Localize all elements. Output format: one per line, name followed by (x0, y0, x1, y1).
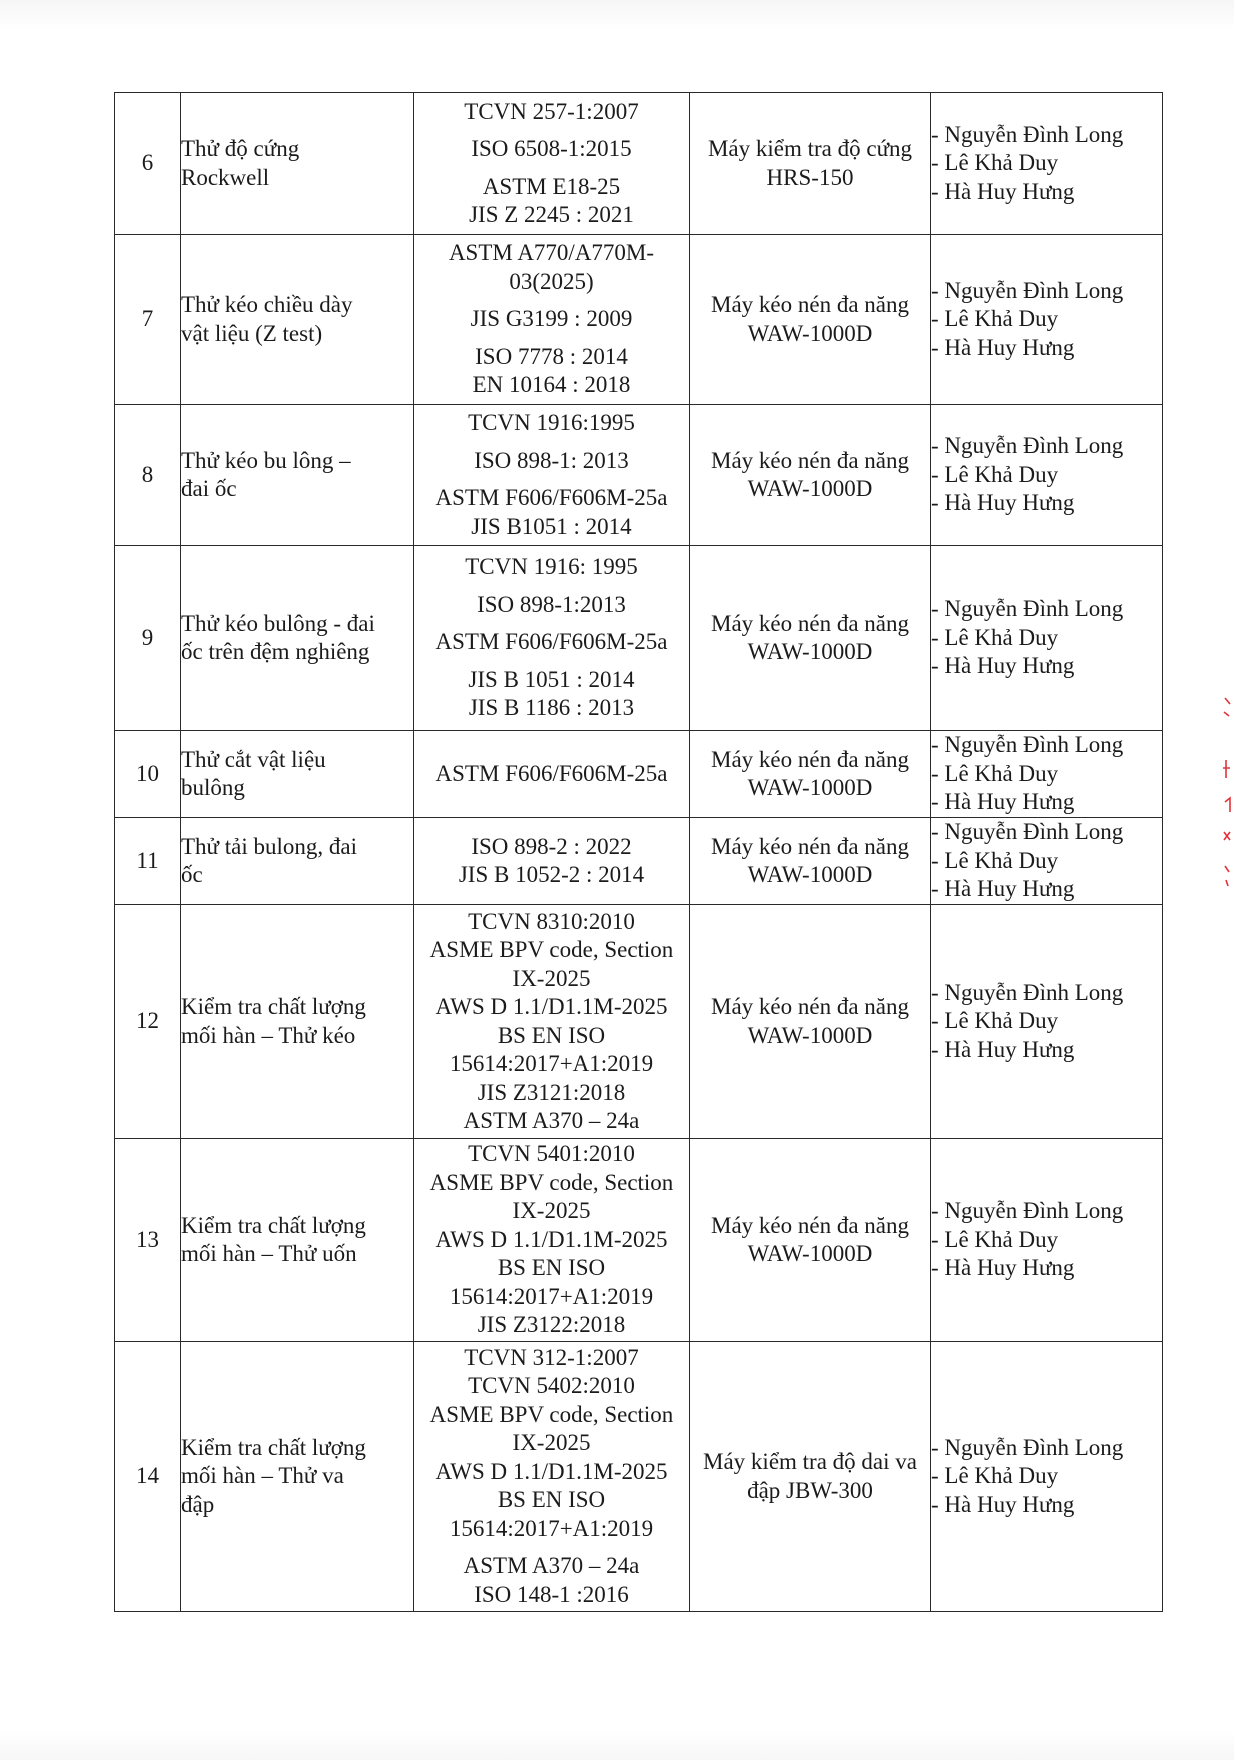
standard-line: ASTM F606/F606M-25a (435, 485, 668, 510)
standard-line: ASTM A370 – 24a (463, 1108, 640, 1133)
standards-cell (414, 1342, 690, 1612)
table-row (115, 546, 1163, 731)
standard-line: TCVN 257-1:2007 (464, 98, 639, 124)
personnel-line: - Hà Huy Hưng (931, 334, 1075, 360)
test-name-line: Thử kéo chiều dày (181, 292, 353, 317)
equipment-line: WAW-1000D (747, 1241, 873, 1266)
personnel-line: - Lê Khả Duy (931, 461, 1059, 487)
standard-line: ISO 898-2 : 2022 (471, 833, 632, 859)
standard-line: ASTM F606/F606M-25a (435, 629, 668, 655)
table-row (115, 1139, 1163, 1342)
standard-line: IX-2025 (512, 1198, 591, 1224)
equipment-line: WAW-1000D (747, 775, 873, 800)
table-row (115, 818, 1163, 905)
personnel-line: - Nguyễn Đình Long (931, 819, 1124, 845)
table-row (115, 905, 1163, 1139)
standard-line: JIS B1051 : 2014 (471, 513, 632, 539)
personnel-line: - Nguyễn Đình Long (931, 433, 1124, 459)
personnel-line: - Nguyễn Đình Long (931, 277, 1124, 303)
test-name (181, 93, 414, 235)
personnel-line: - Hà Huy Hưng (931, 653, 1075, 679)
standards-cell (414, 905, 690, 1139)
personnel-line: - Nguyễn Đình Long (931, 596, 1124, 622)
test-name-line: Thử độ cứng (181, 136, 300, 161)
standard-line: AWS D 1.1/D1.1M-2025 (435, 994, 668, 1019)
standard-line: ISO 898-1: 2013 (474, 447, 629, 473)
test-name-line: ốc trên đệm nghiêng (181, 639, 370, 664)
equipment-cell (690, 1139, 931, 1342)
personnel-line: - Lê Khả Duy (931, 306, 1059, 332)
test-name-line: mối hàn – Thử kéo (181, 1022, 356, 1048)
equipment-cell (690, 546, 931, 731)
table-row (115, 405, 1163, 546)
standards-cell (414, 818, 690, 905)
standard-line: ASME BPV code, Section (429, 1169, 674, 1195)
standard-line: JIS B 1052-2 : 2014 (458, 862, 645, 887)
row-number: 14 (115, 1342, 181, 1612)
personnel-cell (931, 905, 1163, 1139)
standard-line: 15614:2017+A1:2019 (449, 1283, 654, 1309)
standards-cell (414, 731, 690, 818)
personnel-line: - Nguyễn Đình Long (931, 1434, 1124, 1460)
table-row (115, 1342, 1163, 1612)
test-name-line: Rockwell (181, 164, 270, 190)
standard-line: JIS Z 2245 : 2021 (469, 202, 634, 227)
personnel-cell (931, 818, 1163, 905)
test-name-line: Thử cắt vật liệu (181, 746, 326, 772)
standard-line: TCVN 1916:1995 (468, 410, 635, 435)
personnel-line: - Lê Khả Duy (931, 1008, 1059, 1034)
test-name (181, 1139, 414, 1342)
row-number: 11 (115, 818, 181, 905)
standard-line: ASME BPV code, Section (429, 1401, 674, 1427)
equipment-line: Máy kéo nén đa năng (711, 746, 909, 772)
personnel-line: - Hà Huy Hưng (931, 178, 1075, 204)
test-name-line: Kiểm tra chất lượng (181, 1212, 366, 1238)
personnel-cell (931, 731, 1163, 818)
standards-cell (414, 235, 690, 405)
equipment-cell (690, 905, 931, 1139)
standard-line: AWS D 1.1/D1.1M-2025 (435, 1458, 668, 1484)
test-name-line: ốc (181, 862, 203, 887)
test-name-line: vật liệu (Z test) (181, 320, 323, 346)
standard-line: BS EN ISO (497, 1255, 606, 1281)
standards-cell (414, 405, 690, 546)
standard-line: TCVN 312-1:2007 (464, 1344, 639, 1370)
test-name-line: Thử kéo bu lông – (181, 447, 351, 473)
standard-line: ISO 7778 : 2014 (475, 343, 628, 369)
standard-line: TCVN 5401:2010 (468, 1141, 635, 1167)
test-name-line: Kiểm tra chất lượng (181, 994, 366, 1019)
test-name (181, 818, 414, 905)
row-number: 7 (115, 235, 181, 405)
equipment-line: WAW-1000D (747, 476, 873, 501)
red-stamp-edge-graphic (1222, 690, 1232, 910)
personnel-line: - Hà Huy Hưng (931, 490, 1075, 516)
test-methods-table (114, 92, 1163, 1612)
personnel-cell (931, 1342, 1163, 1612)
standard-line: JIS B 1186 : 2013 (468, 695, 635, 721)
personnel-line: - Nguyễn Đình Long (931, 732, 1124, 758)
personnel-line: - Hà Huy Hưng (931, 876, 1075, 902)
equipment-cell (690, 818, 931, 905)
standard-line: ISO 898-1:2013 (477, 591, 626, 617)
equipment-line: Máy kéo nén đa năng (711, 994, 909, 1019)
standard-line: JIS B 1051 : 2014 (468, 666, 635, 692)
standard-line: JIS Z3121:2018 (477, 1079, 626, 1105)
equipment-line: HRS-150 (766, 164, 854, 190)
test-name (181, 546, 414, 731)
equipment-cell (690, 235, 931, 405)
standard-line: IX-2025 (512, 1430, 591, 1456)
equipment-cell (690, 405, 931, 546)
equipment-cell (690, 93, 931, 235)
test-name-line: Thử kéo bulông - đai (181, 610, 375, 636)
standard-line: ASTM F606/F606M-25a (435, 760, 668, 786)
standard-line: ASTM A370 – 24a (463, 1553, 640, 1579)
standard-line: TCVN 8310:2010 (468, 908, 635, 934)
standard-line: ASTM E18-25 (482, 173, 621, 199)
test-name (181, 905, 414, 1139)
standard-line: 15614:2017+A1:2019 (449, 1515, 654, 1541)
row-number: 9 (115, 546, 181, 731)
equipment-line: WAW-1000D (747, 862, 873, 887)
personnel-line: - Nguyễn Đình Long (931, 121, 1124, 147)
personnel-line: - Lê Khả Duy (931, 760, 1059, 786)
table-row (115, 93, 1163, 235)
standard-line: ISO 148-1 :2016 (474, 1581, 629, 1607)
standard-line: TCVN 1916: 1995 (465, 554, 638, 580)
test-name (181, 405, 414, 546)
equipment-line: Máy kéo nén đa năng (711, 447, 909, 473)
personnel-line: - Lê Khả Duy (931, 150, 1059, 176)
test-name-line: mối hàn – Thử va (181, 1463, 344, 1489)
equipment-line: Máy kéo nén đa năng (711, 292, 909, 317)
equipment-line: đập JBW-300 (747, 1477, 873, 1503)
personnel-cell (931, 405, 1163, 546)
test-name-line: đai ốc (181, 476, 237, 501)
test-name-line: Thử tải bulong, đai (181, 833, 357, 859)
standards-cell (414, 546, 690, 731)
personnel-line: - Nguyễn Đình Long (931, 1198, 1124, 1224)
row-number: 6 (115, 93, 181, 235)
standards-cell (414, 1139, 690, 1342)
personnel-cell (931, 1139, 1163, 1342)
standard-line: ISO 6508-1:2015 (471, 136, 632, 161)
standard-line: 15614:2017+A1:2019 (449, 1051, 654, 1076)
standard-line: TCVN 5402:2010 (468, 1373, 635, 1399)
table-row (115, 235, 1163, 405)
test-name-line: mối hàn – Thử uốn (181, 1241, 357, 1266)
equipment-line: WAW-1000D (747, 320, 873, 346)
table-row (115, 731, 1163, 818)
equipment-line: Máy kiểm tra độ cứng (707, 136, 913, 161)
personnel-cell (931, 546, 1163, 731)
personnel-line: - Hà Huy Hưng (931, 789, 1075, 815)
standard-line: ASME BPV code, Section (429, 937, 674, 962)
equipment-line: Máy kéo nén đa năng (711, 833, 909, 859)
personnel-line: - Hà Huy Hưng (931, 1036, 1075, 1062)
equipment-line: Máy kiểm tra độ dai va (703, 1449, 917, 1474)
personnel-line: - Lê Khả Duy (931, 847, 1059, 873)
personnel-cell (931, 93, 1163, 235)
standard-line: ASTM A770/A770M-03(2025) (448, 240, 655, 294)
personnel-line: - Hà Huy Hưng (931, 1255, 1075, 1281)
equipment-cell (690, 1342, 931, 1612)
standard-line: JIS Z3122:2018 (477, 1312, 626, 1338)
equipment-line: Máy kéo nén đa năng (711, 610, 909, 636)
personnel-line: - Lê Khả Duy (931, 1226, 1059, 1252)
personnel-line: - Lê Khả Duy (931, 624, 1059, 650)
equipment-line: WAW-1000D (747, 639, 873, 664)
standard-line: EN 10164 : 2018 (472, 372, 631, 398)
standard-line: AWS D 1.1/D1.1M-2025 (435, 1226, 668, 1252)
equipment-cell (690, 731, 931, 818)
standard-line: BS EN ISO (497, 1487, 606, 1513)
standard-line: JIS G3199 : 2009 (470, 306, 633, 332)
row-number: 13 (115, 1139, 181, 1342)
personnel-line: - Hà Huy Hưng (931, 1491, 1075, 1517)
standard-line: BS EN ISO (497, 1022, 606, 1048)
row-number: 10 (115, 731, 181, 818)
test-name-line: bulông (181, 775, 245, 800)
test-name (181, 1342, 414, 1612)
personnel-line: - Lê Khả Duy (931, 1463, 1059, 1489)
equipment-line: WAW-1000D (747, 1022, 873, 1048)
test-name (181, 731, 414, 818)
standards-cell (414, 93, 690, 235)
equipment-line: Máy kéo nén đa năng (711, 1212, 909, 1238)
personnel-cell (931, 235, 1163, 405)
test-name-line: Kiểm tra chất lượng (181, 1434, 366, 1460)
row-number: 12 (115, 905, 181, 1139)
test-name-line: đập (181, 1491, 215, 1517)
test-name (181, 235, 414, 405)
row-number: 8 (115, 405, 181, 546)
personnel-line: - Nguyễn Đình Long (931, 979, 1124, 1005)
standard-line: IX-2025 (512, 965, 591, 991)
